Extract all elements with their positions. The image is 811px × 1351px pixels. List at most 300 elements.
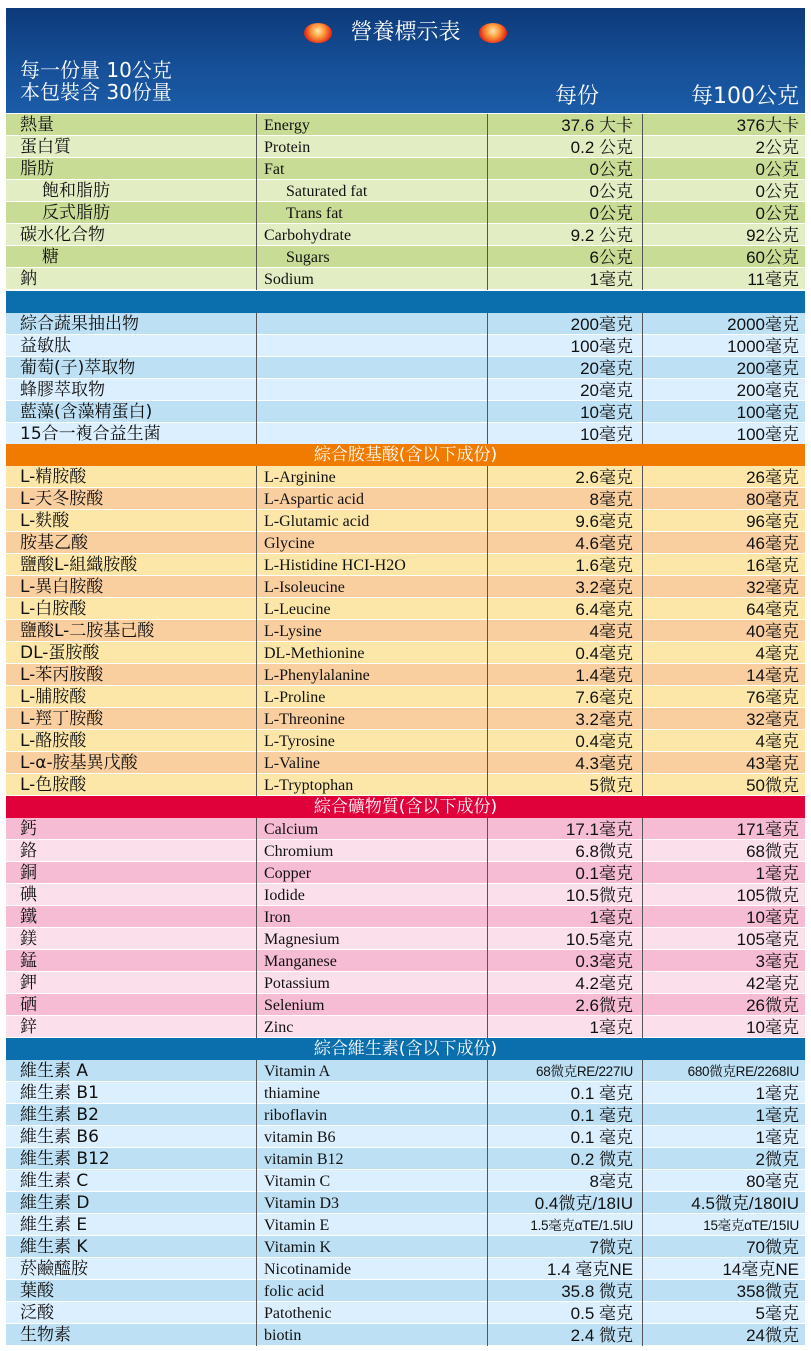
table-row bbox=[6, 554, 805, 576]
value-per-100g: 0公克 bbox=[755, 182, 799, 201]
nutrient-name-en: Vitamin C bbox=[264, 1173, 331, 1190]
nutrient-name-en: Trans fat bbox=[286, 205, 343, 222]
nutrient-name-en: Vitamin D3 bbox=[264, 1195, 340, 1212]
column-divider bbox=[256, 1082, 257, 1104]
value-per-100g: 11毫克 bbox=[747, 270, 799, 289]
table-row bbox=[6, 1192, 805, 1214]
table-row bbox=[6, 884, 805, 906]
column-divider bbox=[487, 994, 488, 1016]
value-per-serving: 10毫克 bbox=[580, 425, 633, 444]
column-divider bbox=[487, 1126, 488, 1148]
nutrient-name-en: Iron bbox=[264, 909, 291, 926]
table-row bbox=[6, 466, 805, 488]
value-per-serving: 3.2毫克 bbox=[575, 578, 633, 597]
nutrient-name-en: L-Lysine bbox=[264, 623, 322, 640]
column-divider bbox=[487, 708, 488, 730]
column-divider bbox=[256, 268, 257, 290]
nutrient-name-zh: 銅 bbox=[20, 863, 37, 883]
nutrient-name-en: riboflavin bbox=[264, 1107, 328, 1124]
column-divider bbox=[487, 224, 488, 246]
value-per-100g: 42毫克 bbox=[746, 974, 799, 993]
column-divider bbox=[642, 730, 643, 752]
column-divider bbox=[256, 158, 257, 180]
value-per-100g: 10毫克 bbox=[746, 908, 799, 927]
column-divider bbox=[256, 1104, 257, 1126]
nutrient-name-en: Carbohydrate bbox=[264, 227, 352, 244]
value-per-100g: 26毫克 bbox=[746, 468, 799, 487]
value-per-100g: 200毫克 bbox=[736, 381, 799, 400]
value-per-100g: 5毫克 bbox=[755, 1304, 799, 1323]
value-per-100g: 15毫克αTE/15IU bbox=[703, 1218, 799, 1233]
value-per-serving: 6.8微克 bbox=[575, 842, 633, 861]
value-per-serving: 10.5微克 bbox=[565, 886, 633, 905]
value-per-100g: 60公克 bbox=[746, 248, 799, 267]
column-divider bbox=[487, 423, 488, 445]
column-divider bbox=[487, 752, 488, 774]
section-band-vitamins: 綜合維生素(含以下成份) bbox=[6, 1038, 805, 1060]
column-divider bbox=[256, 906, 257, 928]
column-divider bbox=[642, 246, 643, 268]
column-divider bbox=[256, 928, 257, 950]
nutrient-name-zh: 藍藻(含藻精蛋白) bbox=[20, 402, 153, 422]
value-per-100g: 2公克 bbox=[755, 138, 799, 157]
column-divider bbox=[642, 1170, 643, 1192]
column-divider bbox=[256, 313, 257, 335]
value-per-100g: 100毫克 bbox=[736, 403, 799, 422]
value-per-serving: 8毫克 bbox=[589, 1172, 633, 1191]
column-divider bbox=[256, 180, 257, 202]
column-divider bbox=[642, 752, 643, 774]
column-divider bbox=[256, 554, 257, 576]
value-per-100g: 4.5微克/180IU bbox=[691, 1194, 799, 1213]
section-band-minerals: 綜合礦物質(含以下成份) bbox=[6, 796, 805, 818]
column-divider bbox=[487, 357, 488, 379]
nutrient-name-en: Vitamin E bbox=[264, 1217, 330, 1234]
value-per-serving: 1毫克 bbox=[589, 270, 633, 289]
table-row bbox=[6, 136, 805, 158]
column-divider bbox=[256, 642, 257, 664]
value-per-100g: 1毫克 bbox=[755, 1084, 799, 1103]
column-divider bbox=[642, 1324, 643, 1346]
nutrient-name-en: vitamin B12 bbox=[264, 1151, 344, 1168]
nutrient-name-en: L-Tryptophan bbox=[264, 777, 354, 794]
column-divider bbox=[256, 1170, 257, 1192]
column-divider bbox=[642, 335, 643, 357]
nutrient-name-en: L-Tyrosine bbox=[264, 733, 335, 750]
nutrient-name-zh: L-精胺酸 bbox=[20, 467, 87, 487]
nutrient-name-zh: 熱量 bbox=[20, 115, 54, 135]
column-divider bbox=[256, 1324, 257, 1346]
value-per-serving: 100毫克 bbox=[570, 337, 633, 356]
nutrient-name-zh: L-苯丙胺酸 bbox=[20, 665, 104, 685]
column-divider bbox=[487, 1324, 488, 1346]
table-row bbox=[6, 730, 805, 752]
column-divider bbox=[487, 730, 488, 752]
table-row bbox=[6, 906, 805, 928]
value-per-serving: 0.1 毫克 bbox=[570, 1106, 633, 1125]
column-divider bbox=[642, 313, 643, 335]
column-divider bbox=[256, 510, 257, 532]
nutrient-name-en: Protein bbox=[264, 139, 311, 156]
nutrient-name-zh: L-異白胺酸 bbox=[20, 577, 104, 597]
nutrient-name-en: Potassium bbox=[264, 975, 330, 992]
value-per-100g: 64毫克 bbox=[746, 600, 799, 619]
column-divider bbox=[256, 136, 257, 158]
table-row bbox=[6, 1148, 805, 1170]
table-row bbox=[6, 774, 805, 796]
column-divider bbox=[487, 598, 488, 620]
value-per-serving: 2.4 微克 bbox=[570, 1326, 633, 1345]
table-row bbox=[6, 928, 805, 950]
nutrient-name-zh: L-羥丁胺酸 bbox=[20, 709, 104, 729]
column-divider bbox=[487, 1236, 488, 1258]
value-per-serving: 6公克 bbox=[589, 248, 633, 267]
nutrient-name-zh: 鐵 bbox=[20, 907, 37, 927]
table-row bbox=[6, 313, 805, 335]
table-row bbox=[6, 532, 805, 554]
column-divider bbox=[256, 335, 257, 357]
value-per-serving: 0.2 微克 bbox=[570, 1150, 633, 1169]
column-divider bbox=[256, 466, 257, 488]
value-per-serving: 2.6微克 bbox=[575, 996, 633, 1015]
column-divider bbox=[256, 114, 257, 136]
column-divider bbox=[487, 114, 488, 136]
column-divider bbox=[487, 136, 488, 158]
table-row bbox=[6, 576, 805, 598]
column-divider bbox=[642, 950, 643, 972]
value-per-serving: 5微克 bbox=[589, 776, 633, 795]
table-row bbox=[6, 510, 805, 532]
column-divider bbox=[256, 202, 257, 224]
nutrient-name-zh: 葉酸 bbox=[20, 1281, 54, 1301]
value-per-serving: 2.6毫克 bbox=[575, 468, 633, 487]
value-per-serving: 4.6毫克 bbox=[575, 534, 633, 553]
nutrient-name-en: Sodium bbox=[264, 271, 314, 288]
column-divider bbox=[642, 906, 643, 928]
column-divider bbox=[642, 1192, 643, 1214]
table-row bbox=[6, 752, 805, 774]
nutrient-name-en: L-Leucine bbox=[264, 601, 331, 618]
value-per-serving: 0公克 bbox=[589, 182, 633, 201]
value-per-100g: 200毫克 bbox=[736, 359, 799, 378]
nutrient-name-zh: 菸鹼醯胺 bbox=[20, 1259, 88, 1279]
section-band-extracts bbox=[6, 291, 805, 313]
column-divider bbox=[256, 488, 257, 510]
nutrient-name-en: thiamine bbox=[264, 1085, 320, 1102]
value-per-serving: 0.5 毫克 bbox=[570, 1304, 633, 1323]
table-row bbox=[6, 1170, 805, 1192]
column-divider bbox=[256, 1192, 257, 1214]
column-header-per-100g: 每100公克 bbox=[691, 84, 799, 109]
nutrient-name-en: Vitamin K bbox=[264, 1239, 332, 1256]
title-row bbox=[6, 16, 805, 50]
value-per-100g: 105微克 bbox=[736, 886, 799, 905]
column-divider bbox=[642, 620, 643, 642]
column-divider bbox=[487, 906, 488, 928]
column-divider bbox=[642, 114, 643, 136]
column-divider bbox=[642, 180, 643, 202]
nutrient-name-zh: 鹽酸L-二胺基己酸 bbox=[20, 621, 155, 641]
column-divider bbox=[642, 136, 643, 158]
table-row bbox=[6, 246, 805, 268]
nutrient-name-en: Selenium bbox=[264, 997, 325, 1014]
nutrient-name-en: vitamin B6 bbox=[264, 1129, 336, 1146]
column-divider bbox=[642, 642, 643, 664]
value-per-100g: 68微克 bbox=[746, 842, 799, 861]
column-divider bbox=[487, 1060, 488, 1082]
value-per-100g: 3毫克 bbox=[755, 952, 799, 971]
column-divider bbox=[642, 423, 643, 445]
column-divider bbox=[487, 972, 488, 994]
nutrition-label bbox=[6, 8, 805, 1347]
column-divider bbox=[487, 335, 488, 357]
column-divider bbox=[642, 664, 643, 686]
nutrient-name-zh: 益敏肽 bbox=[20, 336, 71, 356]
nutrient-name-en: L-Phenylalanine bbox=[264, 667, 370, 684]
table-row bbox=[6, 1302, 805, 1324]
value-per-100g: 1毫克 bbox=[755, 1106, 799, 1125]
column-divider bbox=[487, 1280, 488, 1302]
table-row bbox=[6, 401, 805, 423]
column-divider bbox=[642, 510, 643, 532]
nutrient-name-zh: L-白胺酸 bbox=[20, 599, 87, 619]
nutrient-name-en: Manganese bbox=[264, 953, 337, 970]
value-per-100g: 40毫克 bbox=[746, 622, 799, 641]
value-per-100g: 16毫克 bbox=[746, 556, 799, 575]
value-per-serving: 10毫克 bbox=[580, 403, 633, 422]
table-row bbox=[6, 620, 805, 642]
table-row bbox=[6, 180, 805, 202]
table-row bbox=[6, 1060, 805, 1082]
column-divider bbox=[642, 488, 643, 510]
value-per-serving: 0.4微克/18IU bbox=[534, 1194, 633, 1213]
column-divider bbox=[487, 576, 488, 598]
nutrient-name-zh: 脂肪 bbox=[20, 159, 54, 179]
column-divider bbox=[642, 1104, 643, 1126]
column-divider bbox=[256, 950, 257, 972]
column-divider bbox=[256, 1060, 257, 1082]
value-per-serving: 0公克 bbox=[589, 160, 633, 179]
nutrient-name-zh: 鉻 bbox=[20, 841, 37, 861]
value-per-serving: 4.2毫克 bbox=[575, 974, 633, 993]
column-divider bbox=[642, 928, 643, 950]
value-per-100g: 43毫克 bbox=[746, 754, 799, 773]
table-row bbox=[6, 423, 805, 445]
value-per-serving: 200毫克 bbox=[570, 315, 633, 334]
nutrient-name-zh: 反式脂肪 bbox=[42, 203, 110, 223]
nutrient-name-en: L-Glutamic acid bbox=[264, 513, 370, 530]
value-per-serving: 0.2 公克 bbox=[570, 138, 633, 157]
section-band-amino_acids: 綜合胺基酸(含以下成份) bbox=[6, 444, 805, 466]
column-divider bbox=[487, 818, 488, 840]
column-divider bbox=[487, 840, 488, 862]
nutrient-name-en: Vitamin A bbox=[264, 1063, 331, 1080]
column-divider bbox=[487, 532, 488, 554]
column-divider bbox=[642, 554, 643, 576]
value-per-100g: 376大卡 bbox=[736, 116, 799, 135]
column-divider bbox=[256, 730, 257, 752]
column-divider bbox=[642, 268, 643, 290]
value-per-serving: 68微克RE/227IU bbox=[536, 1064, 633, 1079]
value-per-100g: 76毫克 bbox=[746, 688, 799, 707]
value-per-serving: 10.5毫克 bbox=[565, 930, 633, 949]
value-per-serving: 35.8 微克 bbox=[561, 1282, 633, 1301]
column-divider bbox=[256, 224, 257, 246]
nutrient-name-en: L-Aspartic acid bbox=[264, 491, 364, 508]
column-divider bbox=[642, 1016, 643, 1038]
value-per-serving: 3.2毫克 bbox=[575, 710, 633, 729]
value-per-serving: 7微克 bbox=[589, 1238, 633, 1257]
table-row bbox=[6, 686, 805, 708]
nutrient-name-en: Glycine bbox=[264, 535, 315, 552]
table-row bbox=[6, 357, 805, 379]
nutrient-name-en: L-Arginine bbox=[264, 469, 336, 486]
table-row bbox=[6, 158, 805, 180]
nutrient-name-zh: 維生素 E bbox=[20, 1215, 88, 1235]
column-divider bbox=[487, 774, 488, 796]
nutrient-name-zh: L-脯胺酸 bbox=[20, 687, 87, 707]
nutrient-name-zh: 維生素 K bbox=[20, 1237, 88, 1257]
value-per-serving: 0.1 毫克 bbox=[570, 1128, 633, 1147]
nutrient-name-zh: 鈣 bbox=[20, 819, 37, 839]
nutrient-name-zh: 維生素 D bbox=[20, 1193, 90, 1213]
value-per-100g: 92公克 bbox=[746, 226, 799, 245]
column-divider bbox=[256, 576, 257, 598]
nutrient-name-zh: 鉀 bbox=[20, 973, 37, 993]
table-row bbox=[6, 379, 805, 401]
value-per-serving: 37.6 大卡 bbox=[561, 116, 633, 135]
column-divider bbox=[256, 686, 257, 708]
nutrient-name-zh: 綜合蔬果抽出物 bbox=[20, 314, 139, 334]
value-per-100g: 32毫克 bbox=[746, 710, 799, 729]
column-divider bbox=[256, 1214, 257, 1236]
nutrient-name-zh: 碳水化合物 bbox=[20, 225, 105, 245]
table-row bbox=[6, 1016, 805, 1038]
column-divider bbox=[256, 379, 257, 401]
table-row bbox=[6, 1258, 805, 1280]
column-divider bbox=[642, 532, 643, 554]
nutrient-name-zh: 錳 bbox=[20, 951, 37, 971]
column-divider bbox=[487, 180, 488, 202]
column-divider bbox=[256, 401, 257, 423]
value-per-serving: 0.1毫克 bbox=[575, 864, 633, 883]
column-divider bbox=[256, 752, 257, 774]
column-divider bbox=[256, 818, 257, 840]
nutrient-name-zh: 15合一複合益生菌 bbox=[20, 424, 161, 444]
value-per-serving: 20毫克 bbox=[580, 381, 633, 400]
column-divider bbox=[256, 1258, 257, 1280]
nutrient-name-zh: 蛋白質 bbox=[20, 137, 71, 157]
value-per-100g: 14毫克 bbox=[746, 666, 799, 685]
column-divider bbox=[487, 1258, 488, 1280]
column-divider bbox=[256, 1302, 257, 1324]
nutrient-name-en: DL-Methionine bbox=[264, 645, 365, 662]
value-per-serving: 1.4毫克 bbox=[575, 666, 633, 685]
table-row bbox=[6, 1214, 805, 1236]
nutrient-name-zh: 鎂 bbox=[20, 929, 37, 949]
nutrient-name-en: Copper bbox=[264, 865, 312, 882]
nutrient-name-zh: 維生素 B2 bbox=[20, 1105, 99, 1125]
value-per-100g: 4毫克 bbox=[755, 644, 799, 663]
nutrient-name-en: Nicotinamide bbox=[264, 1261, 352, 1278]
column-divider bbox=[642, 379, 643, 401]
value-per-serving: 9.6毫克 bbox=[575, 512, 633, 531]
column-divider bbox=[256, 972, 257, 994]
column-divider bbox=[256, 664, 257, 686]
value-per-100g: 100毫克 bbox=[736, 425, 799, 444]
column-divider bbox=[487, 158, 488, 180]
value-per-100g: 680微克RE/2268IU bbox=[687, 1064, 799, 1079]
table-row bbox=[6, 488, 805, 510]
nutrient-name-zh: 鹽酸L-組織胺酸 bbox=[20, 555, 138, 575]
column-divider bbox=[487, 466, 488, 488]
column-divider bbox=[487, 1104, 488, 1126]
value-per-serving: 1.5毫克αTE/1.5IU bbox=[530, 1218, 633, 1233]
value-per-100g: 70微克 bbox=[746, 1238, 799, 1257]
nutrient-name-en: biotin bbox=[264, 1327, 302, 1344]
nutrient-name-en: Sugars bbox=[286, 249, 330, 266]
column-divider bbox=[256, 840, 257, 862]
nutrient-name-en: Zinc bbox=[264, 1019, 294, 1036]
nutrient-name-zh: 碘 bbox=[20, 885, 37, 905]
column-divider bbox=[487, 313, 488, 335]
column-divider bbox=[256, 357, 257, 379]
value-per-serving: 7.6毫克 bbox=[575, 688, 633, 707]
nutrient-name-zh: 泛酸 bbox=[20, 1303, 54, 1323]
nutrient-name-en: Magnesium bbox=[264, 931, 340, 948]
column-divider bbox=[642, 686, 643, 708]
value-per-100g: 32毫克 bbox=[746, 578, 799, 597]
column-divider bbox=[256, 1148, 257, 1170]
value-per-serving: 6.4毫克 bbox=[575, 600, 633, 619]
column-divider bbox=[487, 401, 488, 423]
column-divider bbox=[642, 774, 643, 796]
table-row bbox=[6, 598, 805, 620]
value-per-serving: 0.4毫克 bbox=[575, 644, 633, 663]
column-divider bbox=[642, 401, 643, 423]
table-row bbox=[6, 994, 805, 1016]
nutrient-name-zh: 糖 bbox=[42, 247, 59, 267]
value-per-100g: 80毫克 bbox=[746, 490, 799, 509]
value-per-100g: 0公克 bbox=[755, 204, 799, 223]
column-divider bbox=[642, 884, 643, 906]
nutrient-name-en: Patothenic bbox=[264, 1305, 332, 1322]
value-per-100g: 96毫克 bbox=[746, 512, 799, 531]
column-divider bbox=[487, 1170, 488, 1192]
column-divider bbox=[256, 774, 257, 796]
nutrient-name-zh: 胺基乙酸 bbox=[20, 533, 88, 553]
column-header-per-serving: 每份 bbox=[554, 84, 599, 109]
column-divider bbox=[642, 466, 643, 488]
value-per-100g: 46毫克 bbox=[746, 534, 799, 553]
column-divider bbox=[256, 1280, 257, 1302]
column-divider bbox=[487, 1192, 488, 1214]
value-per-100g: 105毫克 bbox=[736, 930, 799, 949]
value-per-100g: 24微克 bbox=[746, 1326, 799, 1345]
table-row bbox=[6, 335, 805, 357]
nutrient-name-en: L-Threonine bbox=[264, 711, 345, 728]
column-divider bbox=[256, 862, 257, 884]
table-row bbox=[6, 708, 805, 730]
column-divider bbox=[642, 1214, 643, 1236]
column-divider bbox=[256, 884, 257, 906]
table-row bbox=[6, 818, 805, 840]
column-divider bbox=[256, 532, 257, 554]
column-divider bbox=[487, 1214, 488, 1236]
column-divider bbox=[487, 510, 488, 532]
nutrient-name-zh: 維生素 B1 bbox=[20, 1083, 99, 1103]
value-per-100g: 50微克 bbox=[746, 776, 799, 795]
